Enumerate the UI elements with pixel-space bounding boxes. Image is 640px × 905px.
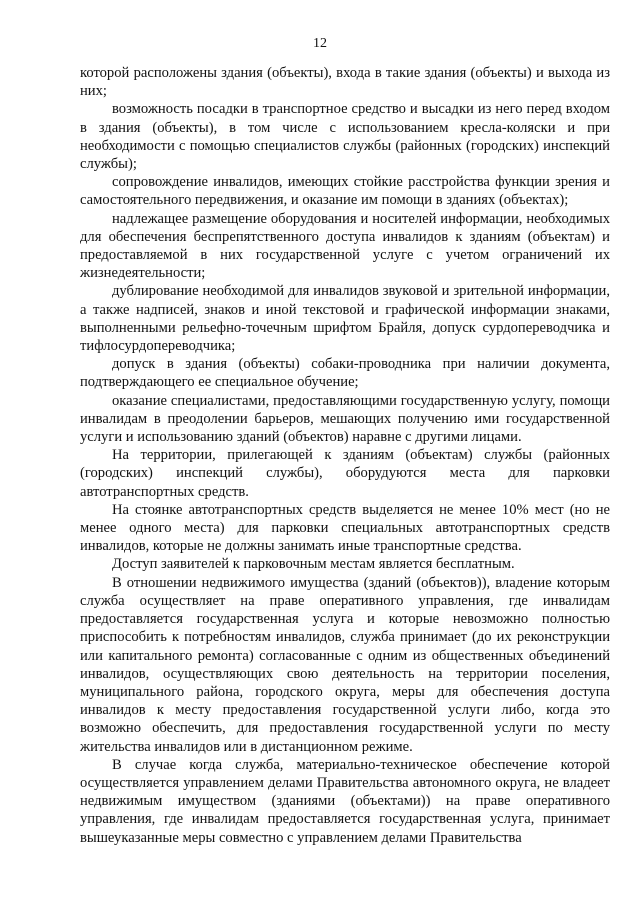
paragraph-continuation: которой расположены здания (объекты), входа в такие здания (объекты) и выхода из них; bbox=[80, 65, 610, 100]
paragraph: оказание специалистами, предоставляющими государственную услугу, помощи инвалидам в преодолении барьеров, мешающих получению ими государственной услуги и использованию зданий (объектов) наравне с другими лицами. bbox=[80, 392, 610, 446]
page-number: 12 bbox=[313, 36, 327, 51]
paragraph: сопровождение инвалидов, имеющих стойкие расстройства функции зрения и самостоятельного передвижения, и оказание им помощи в зданиях (объектах); bbox=[80, 174, 610, 209]
paragraph: допуск в здания (объекты) собаки-проводника при наличии документа, подтверждающего ее специальное обучение; bbox=[80, 356, 610, 391]
paragraph: В случае когда служба, материально-техническое обеспечение которой осуществляется управлением делами Правительства автономного округа, не владеет недвижимым имуществом (зданиями (объектами)) на праве оперативного управления, где инвалидам предоставляется государственная услуга, принимает вышеуказанные меры совместно с управлением делами Правительства bbox=[80, 756, 610, 846]
paragraph: дублирование необходимой для инвалидов звуковой и зрительной информации, а также надписей, знаков и иной текстовой и графической информации знаками, выполненными рельефно-точечным шрифтом Брайля, допуск сурдопереводчика и тифлосурдопереводчика; bbox=[80, 283, 610, 355]
document-body bbox=[80, 64, 610, 847]
paragraph: надлежащее размещение оборудования и носителей информации, необходимых для обеспечения беспрепятственного доступа инвалидов к зданиям (объектам) и предоставляемой в них государственной услуге с учетом ограничений их жизнедеятельности; bbox=[80, 210, 610, 282]
paragraph: возможность посадки в транспортное средство и высадки из него перед входом в здания (объекты), в том числе с использованием кресла-коляски и при необходимости с помощью специалистов службы (районных (городских) инспекций службы); bbox=[80, 101, 610, 173]
paragraph: На стоянке автотранспортных средств выделяется не менее 10% мест (но не менее одного места) для парковки специальных автотранспортных средств инвалидов, которые не должны занимать иные транспортные средства. bbox=[80, 501, 610, 555]
paragraph: Доступ заявителей к парковочным местам является бесплатным. bbox=[112, 556, 515, 573]
paragraph: В отношении недвижимого имущества (зданий (объектов)), владение которым служба осуществляет на праве оперативного управления, где инвалидам предоставляется государственная услуга и которые невозможно полностью приспособить к потребностям инвалидов, служба принимает (до их реконструкции или капитального ремонта) согласованные с одним из общественных объединений инвалидов, осуществляющих свою деятельность на территории поселения, муниципального района, городского округа, меры для обеспечения доступа инвалидов к месту предоставления государственной услуги либо, когда это возможно обеспечить, для предоставления государственной услуги по месту жительства инвалидов или в дистанционном режиме. bbox=[80, 574, 610, 755]
paragraph: На территории, прилегающей к зданиям (объектам) службы (районных (городских) инспекций службы), оборудуются места для парковки автотранспортных средств. bbox=[80, 447, 610, 500]
